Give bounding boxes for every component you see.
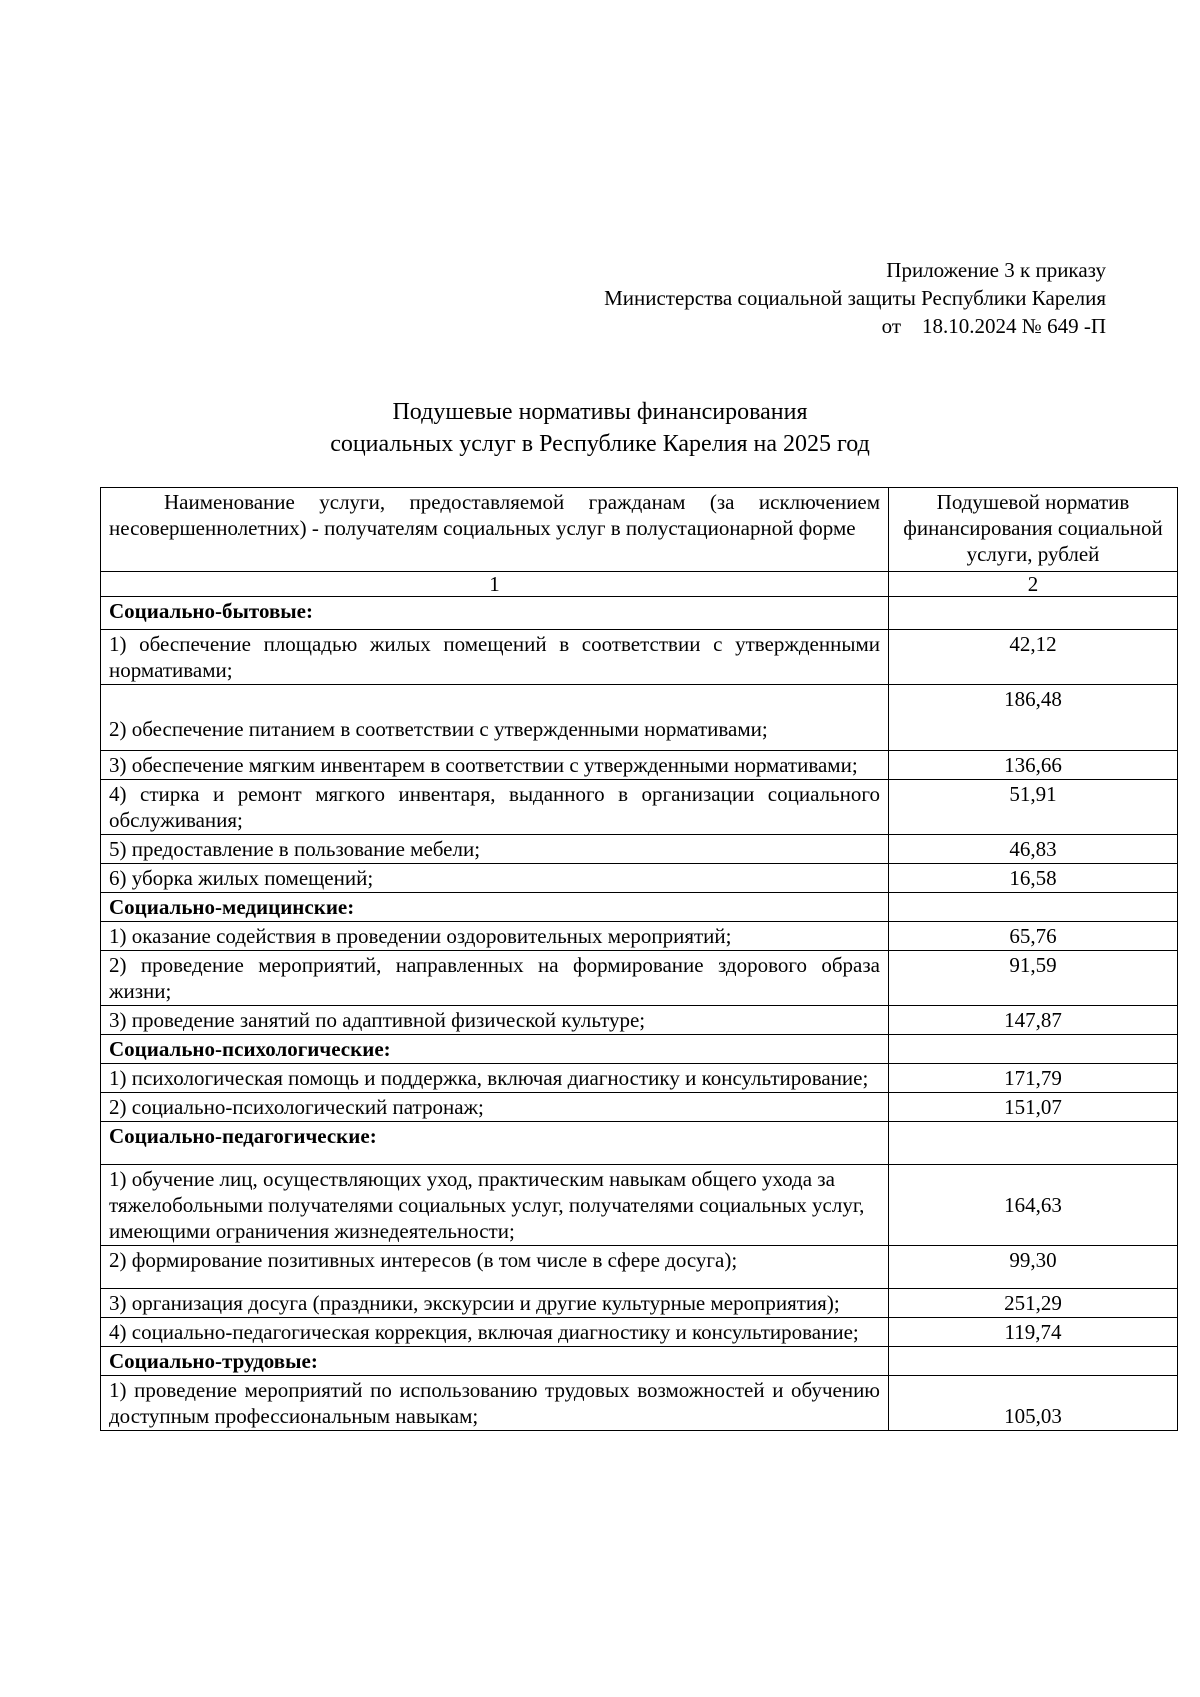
column-1-header: Наименование услуги, предоставляемой гражданам (за исключением несовершеннолетних) - получателям социальных услуг в полустационарной форме: [101, 488, 889, 572]
service-value: 65,76: [889, 922, 1178, 951]
service-row: [101, 751, 1178, 780]
service-value: 119,74: [889, 1318, 1178, 1347]
category-row: [101, 597, 1178, 630]
category-row: [101, 1035, 1178, 1064]
title-line-2: социальных услуг в Республике Карелия на 2025 год: [330, 431, 870, 457]
service-row: [101, 922, 1178, 951]
title-line-1: Подушевые нормативы финансирования: [392, 399, 808, 425]
service-name: 3) обеспечение мягким инвентарем в соответствии с утвержденными нормативами;: [101, 751, 889, 780]
order-date-line: [604, 312, 1106, 340]
service-name: 4) стирка и ремонт мягкого инвентаря, выданного в организации социального обслуживания;: [101, 780, 889, 835]
service-row: [101, 1165, 1178, 1246]
appendix-line: Приложение 3 к приказу: [886, 258, 1106, 282]
service-value: 147,87: [889, 1006, 1178, 1035]
service-row: [101, 630, 1178, 685]
service-value: 42,12: [889, 630, 1178, 685]
column-2-header: Подушевой норматив финансирования социальной услуги, рублей: [889, 488, 1178, 572]
service-row: [101, 1376, 1178, 1431]
document-title: [0, 396, 1200, 460]
norms-table: [100, 487, 1178, 1431]
service-name: 3) проведение занятий по адаптивной физической культуре;: [101, 1006, 889, 1035]
service-name: 2) социально-психологический патронаж;: [101, 1093, 889, 1122]
service-row: [101, 835, 1178, 864]
service-value: 186,48: [889, 685, 1178, 751]
service-row: [101, 1093, 1178, 1122]
column-number-row: [101, 572, 1178, 597]
service-value: 151,07: [889, 1093, 1178, 1122]
service-row: [101, 1064, 1178, 1093]
service-value: 91,59: [889, 951, 1178, 1006]
service-value: 164,63: [889, 1165, 1178, 1246]
category-value-empty: [889, 1035, 1178, 1064]
order-date-prefix: от: [881, 314, 902, 338]
category-value-empty: [889, 597, 1178, 630]
service-value: 136,66: [889, 751, 1178, 780]
category-value-empty: [889, 1122, 1178, 1165]
service-row: [101, 685, 1178, 751]
service-value: 99,30: [889, 1246, 1178, 1289]
service-name: 1) психологическая помощь и поддержка, включая диагностику и консультирование;: [101, 1064, 889, 1093]
category-value-empty: [889, 893, 1178, 922]
service-name: 1) обучение лиц, осуществляющих уход, практическим навыкам общего ухода за тяжелобольными получателями социальных услуг, получателями социальных услуг, имеющими ограничения жизнедеятельности;: [101, 1165, 889, 1246]
appendix-header: [604, 256, 1106, 340]
service-name: 1) обеспечение площадью жилых помещений в соответствии с утвержденными нормативами;: [101, 630, 889, 685]
service-name: 3) организация досуга (праздники, экскурсии и другие культурные мероприятия);: [101, 1289, 889, 1318]
category-name: Социально-бытовые:: [101, 597, 889, 630]
service-row: [101, 1006, 1178, 1035]
service-name: 6) уборка жилых помещений;: [101, 864, 889, 893]
service-value: 105,03: [889, 1376, 1178, 1431]
service-name: 4) социально-педагогическая коррекция, включая диагностику и консультирование;: [101, 1318, 889, 1347]
category-name: Социально-педагогические:: [101, 1122, 889, 1165]
column-1-number: 1: [101, 572, 889, 597]
service-name: 2) формирование позитивных интересов (в том числе в сфере досуга);: [101, 1246, 889, 1289]
service-name: 1) проведение мероприятий по использованию трудовых возможностей и обучению доступным профессиональным навыкам;: [101, 1376, 889, 1431]
service-value: 171,79: [889, 1064, 1178, 1093]
category-value-empty: [889, 1347, 1178, 1376]
service-name: 5) предоставление в пользование мебели;: [101, 835, 889, 864]
category-row: [101, 1122, 1178, 1165]
service-value: 51,91: [889, 780, 1178, 835]
service-row: [101, 864, 1178, 893]
service-value: 16,58: [889, 864, 1178, 893]
service-row: [101, 951, 1178, 1006]
category-name: Социально-психологические:: [101, 1035, 889, 1064]
order-date-number: 18.10.2024 № 649 -П: [922, 314, 1106, 338]
service-value: 251,29: [889, 1289, 1178, 1318]
category-row: [101, 893, 1178, 922]
ministry-line: Министерства социальной защиты Республики Карелия: [604, 286, 1106, 310]
service-row: [101, 780, 1178, 835]
category-name: Социально-медицинские:: [101, 893, 889, 922]
service-name: 1) оказание содействия в проведении оздоровительных мероприятий;: [101, 922, 889, 951]
service-row: [101, 1289, 1178, 1318]
service-row: [101, 1246, 1178, 1289]
table-header-row: [101, 488, 1178, 572]
service-name: 2) обеспечение питанием в соответствии с утвержденными нормативами;: [101, 685, 889, 751]
category-name: Социально-трудовые:: [101, 1347, 889, 1376]
service-name: 2) проведение мероприятий, направленных на формирование здорового образа жизни;: [101, 951, 889, 1006]
column-2-number: 2: [889, 572, 1178, 597]
service-row: [101, 1318, 1178, 1347]
category-row: [101, 1347, 1178, 1376]
service-value: 46,83: [889, 835, 1178, 864]
